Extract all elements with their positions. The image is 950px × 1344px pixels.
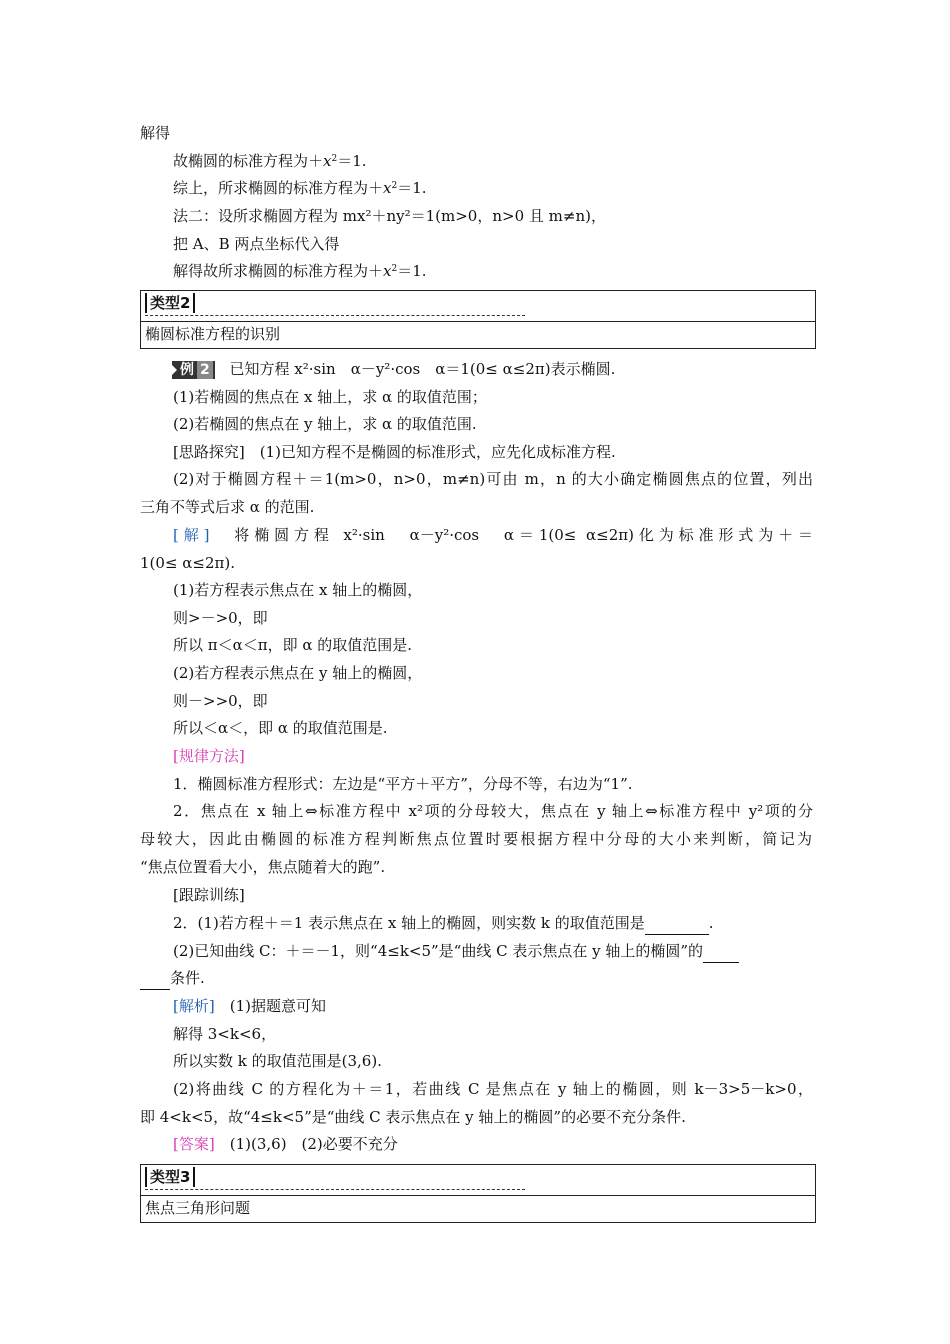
question-1: (1)若椭圆的焦点在 x 轴上，求 α 的取值范围； [173,388,487,406]
answer-blank [703,940,739,963]
solution-line: 所以＜α＜，即 α 的取值范围是. [173,719,388,737]
dashed-divider [145,1189,525,1190]
method-line: 母较大，因此由椭圆的标准方程判断焦点位置时要根据方程中分母的大小来判断，简记为 [140,830,812,848]
answer-label: [答案] [173,1135,215,1153]
example-header [172,358,615,380]
solution-line: 则－>>0，即 [173,692,268,710]
method-line: 1．椭圆标准方程形式：左边是“平方＋平方”，分母不等，右边为“1”. [173,775,633,793]
text-line: 综上，所求椭圆的标准方程为$+x^2=1$. [173,179,427,197]
answer-blank [645,912,709,935]
analysis-line: 解得 3<k<6， [173,1025,277,1043]
solution-label: [解] [173,526,210,544]
solution-line: [解] 将椭圆方程 x²·sin α－y²·cos α＝1(0≤ α≤2π)化为标准形式为＋＝ [173,526,813,544]
example-stem: 已知方程 x²·sin α－y²·cos α＝1(0≤ α≤2π)表示椭圆. [229,360,616,378]
analysis-line: 所以实数 k 的取值范围是(3,6). [173,1052,382,1070]
section-title: 椭圆标准方程的识别 [141,321,815,348]
analysis-line: 即 4<k<5，故“4≤k<5”是“曲线 C 表示焦点在 y 轴上的椭圆”的必要不充分条件. [140,1108,686,1126]
text-line: 解得故所求椭圆的标准方程为$+x^2=1$. [173,262,427,280]
method-label: [规律方法] [173,747,245,765]
method-line: 2．焦点在 x 轴上⇔标准方程中 x²项的分母较大，焦点在 y 轴上⇔标准方程中 y²项的分 [173,802,813,820]
training-label: [跟踪训练] [173,886,245,904]
training-line: 2．(1)若方程＋＝1 表示焦点在 x 轴上的椭圆，则实数 k 的取值范围是 . [173,912,714,935]
training-line: 条件. [140,967,205,990]
question-2: (2)若椭圆的焦点在 y 轴上，求 α 的取值范围. [173,415,477,433]
section-tag: 类型3 [145,1167,195,1187]
solution-line: 所以 π＜α＜π，即 α 的取值范围是. [173,636,413,654]
approach-line: [思路探究] (1)已知方程不是椭圆的标准形式，应先化成标准方程. [173,443,616,461]
section-title: 焦点三角形问题 [141,1195,815,1222]
analysis-label: [解析] [173,997,215,1015]
training-line: (2)已知曲线 C：＋＝－1，则“4≤k<5”是“曲线 C 表示焦点在 y 轴上的椭圆”的 [173,940,739,963]
example-badge: 例 2 [172,361,215,379]
text-line: 法二：设所求椭圆方程为 mx²＋ny²＝1(m>0，n>0 且 m≠n)， [173,207,606,225]
section-box-type3 [140,1164,816,1223]
text-line: 解得 [140,124,171,142]
text-line: 把 A、B 两点坐标代入得 [173,235,340,253]
text-line: 故椭圆的标准方程为$+x^2=1$. [173,152,367,170]
answer-blank [140,967,170,990]
solution-line: (1)若方程表示焦点在 x 轴上的椭圆， [173,581,423,599]
analysis-line: [解析] (1)据题意可知 [173,997,326,1015]
dashed-divider [145,315,525,316]
section-tag: 类型2 [145,293,195,313]
answer-line: [答案] (1)(3,6) (2)必要不充分 [173,1135,398,1153]
approach-line: 三角不等式后求 α 的范围. [140,498,315,516]
method-line: “焦点位置看大小，焦点随着大的跑”. [140,858,386,876]
solution-line: 则>－>0，即 [173,609,268,627]
section-box-type2 [140,290,816,349]
solution-line: (2)若方程表示焦点在 y 轴上的椭圆， [173,664,423,682]
analysis-line: (2)将曲线 C 的方程化为＋＝1，若曲线 C 是焦点在 y 轴上的椭圆，则 k－3>5－k>0， [173,1080,813,1098]
approach-line: (2)对于椭圆方程＋＝1(m>0，n>0，m≠n)可由 m，n 的大小确定椭圆焦点的位置，列出 [173,470,813,488]
solution-line: 1(0≤ α≤2π). [140,554,235,572]
